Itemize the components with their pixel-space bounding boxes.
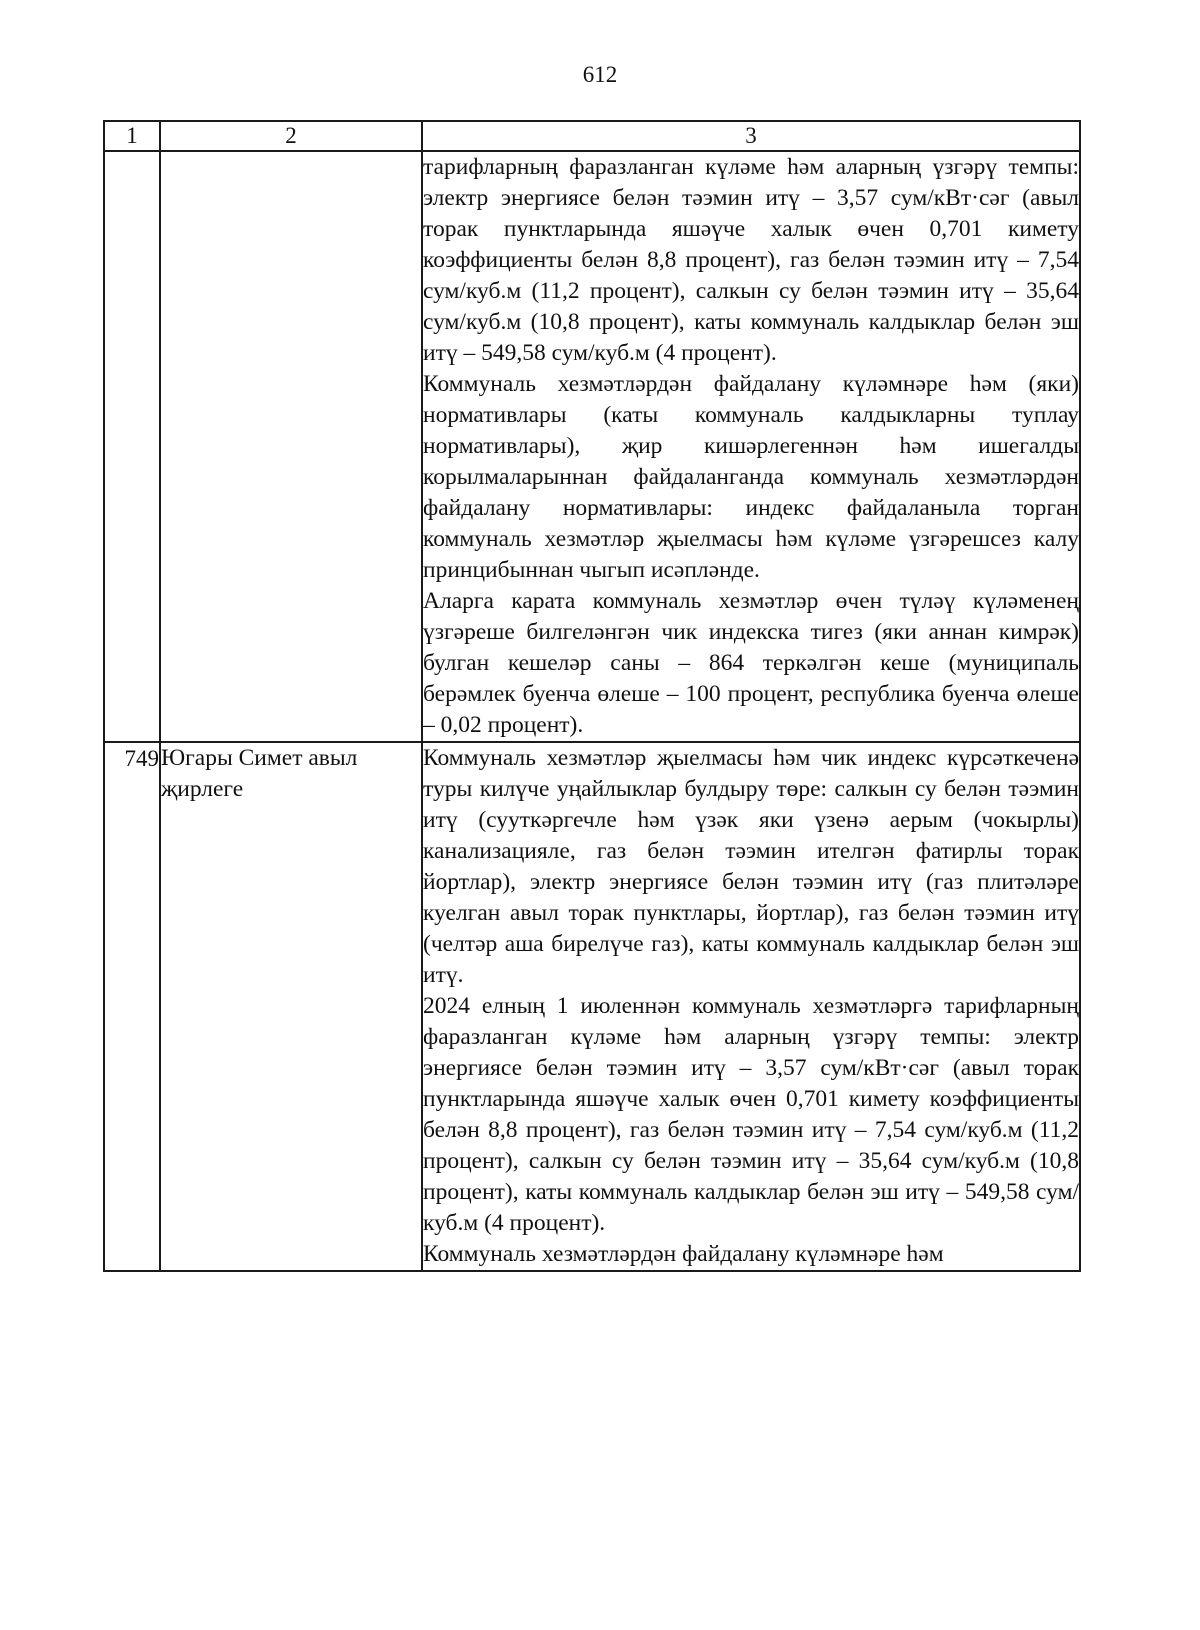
page-number: 612: [582, 62, 618, 87]
settlement-name: Югары Симет авыл җирлеге: [160, 742, 422, 1271]
description-cell: [422, 742, 1080, 1271]
settlement-name: [160, 151, 422, 742]
document-table: [103, 120, 1081, 1272]
column-header-2: 2: [160, 121, 422, 151]
table-header-row: [104, 121, 1080, 151]
column-header-1: 1: [104, 121, 160, 151]
paragraph: Коммуналь хезмәтләр җыелмасы һәм чик индекс күрсәткеченә туры килүче уңайлыклар булдыру төре: салкын су белән тәэмин итү (сууткәргечле һәм үзәк яки үзенә аерым (чокырлы) канализацияле, газ белән тәэмин ителгән фатирлы торак йортлар), электр энергиясе белән тәэмин итү (газ плитәләре куелган авыл торак пунктлары, йортлар), газ белән тәэмин итү (челтәр аша бирелүче газ), каты коммуналь калдыклар белән эш итү.: [423, 745, 1079, 988]
paragraph: тарифларның фаразланган күләме һәм аларның үзгәрү темпы: электр энергиясе белән тәэмин итү – 3,57 сум/кВт·сәг (авыл торак пунктларында яшәүче халык өчен 0,701 кимету коэффициенты белән 8,8 процент), газ белән тәэмин итү – 7,54 сум/куб.м (11,2 процент), салкын су белән тәэмин итү – 35,64 сум/куб.м (10,8 процент), каты коммуналь калдыклар белән эш итү – 549,58 сум/куб.м (4 процент).: [423, 154, 1079, 366]
paragraph: Коммуналь хезмәтләрдән файдалану күләмнәре һәм: [423, 1241, 944, 1267]
table-row: [104, 151, 1080, 742]
row-number: [104, 151, 160, 742]
paragraph: Коммуналь хезмәтләрдән файдалану күләмнәре һәм (яки) нормативлары (каты коммуналь калдыкларны туплау нормативлары), җир кишәрлегеннән һәм ишегалды корылмаларыннан файдаланганда коммуналь хезмәтләрдән файдалану нормативлары: индекс файдаланыла торган коммуналь хезмәтләр җыелмасы һәм күләме үзгәрешсез калу принцибыннан чыгып исәпләнде.: [423, 371, 1079, 583]
paragraph: Аларга карата коммуналь хезмәтләр өчен түләү күләменең үзгәреше билгеләнгән чик индекска тигез (яки аннан кимрәк) булган кешеләр саны – 864 теркәлгән кеше (муниципаль берәмлек буенча өлеше – 100 процент, республика буенча өлеше – 0,02 процент).: [423, 588, 1079, 738]
table-row: [104, 742, 1080, 1271]
description-cell: [422, 151, 1080, 742]
row-number: 749: [104, 742, 160, 1271]
column-header-3: 3: [422, 121, 1080, 151]
paragraph: 2024 елның 1 июленнән коммуналь хезмәтләргә тарифларның фаразланган күләме һәм аларның үзгәрү темпы: электр энергиясе белән тәэмин итү – 3,57 сум/кВт·сәг (авыл торак пунктларында яшәүче халык өчен 0,701 кимету коэффициенты белән 8,8 процент), газ белән тәэмин итү – 7,54 сум/куб.м (11,2 процент), салкын су белән тәэмин итү – 35,64 сум/куб.м (10,8 процент), каты коммуналь калдыклар белән эш итү – 549,58 сум/куб.м (4 процент).: [423, 993, 1079, 1236]
